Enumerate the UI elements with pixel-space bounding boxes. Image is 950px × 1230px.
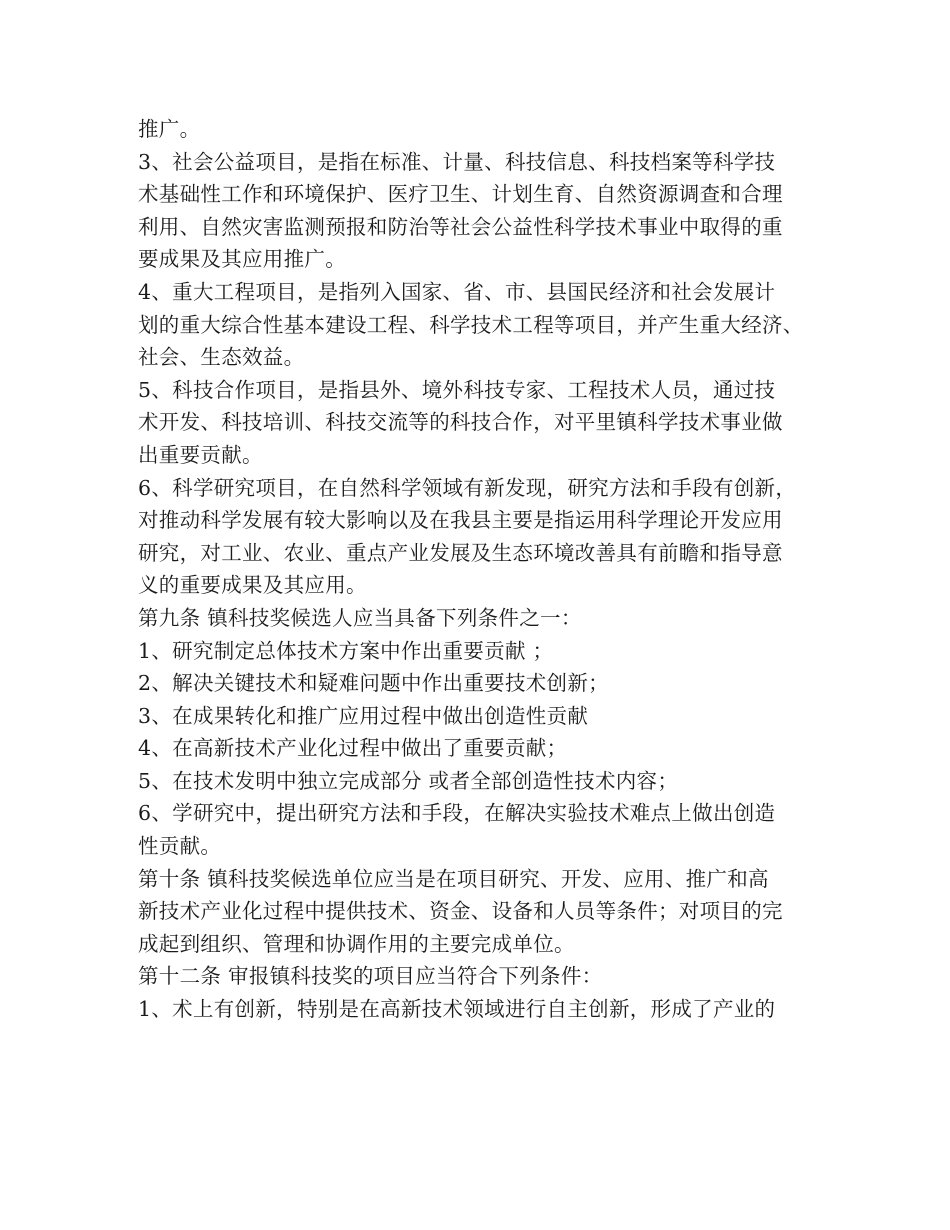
text-line: 5、在技术发明中独立完成部分 或者全部创造性技术内容； [138,768,679,793]
text-line: 6、学研究中，提出研究方法和手段，在解决实验技术难点上做出创造 [138,801,776,826]
text-line: 1、术上有创新，特别是在高新技术领域进行自主创新，形成了产业的 [138,997,776,1022]
text-line: 新技术产业化过程中提供技术、资金、设备和人员等条件；对项目的完 [138,899,783,924]
text-line: 对推动科学发展有较大影响以及在我县主要是指运用科学理论开发应用 [138,508,783,533]
text-line: 第十二条 审报镇科技奖的项目应当符合下列条件： [138,964,603,989]
text-line: 划的重大综合性基本建设工程、科学技术工程等项目，并产生重大经济、 [138,312,804,337]
text-line: 术开发、科技培训、科技交流等的科技合作，对平里镇科学技术事业做 [138,410,783,435]
text-line: 出重要贡献。 [138,442,263,467]
text-line: 推广。 [138,117,201,141]
text-line: 3、社会公益项目，是指在标准、计量、科技信息、科技档案等科学技 [138,149,776,174]
text-line: 利用、自然灾害监测预报和防治等社会公益性科学技术事业中取得的重 [138,214,783,239]
text-line: 5、科技合作项目，是指县外、境外科技专家、工程技术人员，通过技 [138,377,776,402]
text-line: 社会、生态效益。 [138,345,305,370]
text-line: 要成果及其应用推广。 [138,247,346,272]
text-line: 第十条 镇科技奖候选单位应当是在项目研究、开发、应用、推广和高 [138,866,769,891]
text-line: 3、在成果转化和推广应用过程中做出创造性贡献 [138,703,589,728]
text-line: 2、解决关键技术和疑难问题中作出重要技术创新； [138,671,609,696]
text-line: 6、科学研究项目，在自然科学领域有新发现，研究方法和手段有创新， [138,475,797,500]
text-line: 第九条 镇科技奖候选人应当具备下列条件之一： [138,605,582,630]
text-line: 术基础性工作和环境保护、医疗卫生、计划生育、自然资源调查和合理 [138,182,783,207]
text-line: 成起到组织、管理和协调作用的主要完成单位。 [138,931,575,956]
text-line: 4、在高新技术产业化过程中做出了重要贡献； [138,736,568,761]
text-line: 1、研究制定总体技术方案中作出重要贡献 ； [138,638,554,663]
document-body [138,113,828,1026]
text-line: 性贡献。 [138,834,222,859]
text-line: 义的重要成果及其应用。 [138,573,367,598]
text-line: 4、重大工程项目，是指列入国家、省、市、县国民经济和社会发展计 [138,279,776,304]
text-line: 研究，对工业、农业、重点产业发展及生态环境改善具有前瞻和指导意 [138,540,783,565]
